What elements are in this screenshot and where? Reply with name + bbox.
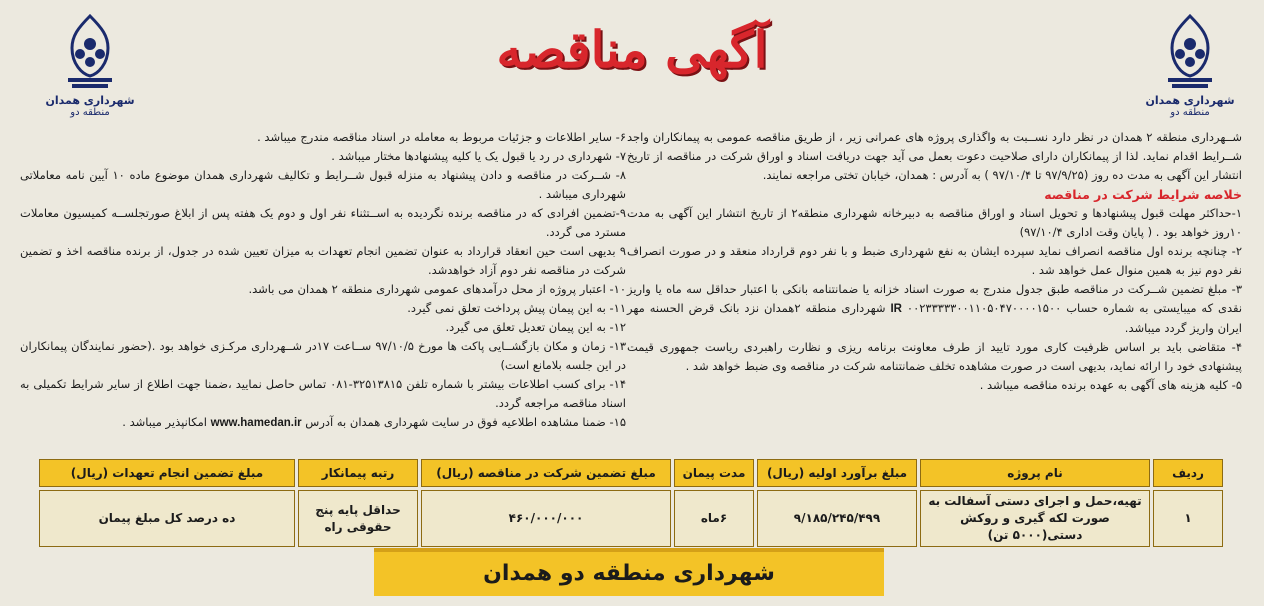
condition-item: ۱-حداکثر مهلت قبول پیشنهادها و تحویل اسناد و اوراق مناقصه به دبیرخانه شهرداری منطقه۲ از تاریخ انتشار این آگهی به مدت ۱۰روز خواهد بود . ( پایان وقت اداری ۹۷/۱۰/۴) [627,206,1242,239]
table-cell-contractor-grade: حداقل پایه پنج حقوقی راه [298,490,418,547]
logo-right-name: شهرداری همدان [1145,94,1235,107]
logo-right-sub: منطقه دو [1170,107,1210,118]
table-header-cell: مبلغ تضمین انجام تعهدات (ریال) [39,459,295,487]
table-cell-project-name: تهیه،حمل و اجرای دستی آسفالت به صورت لکه گیری و روکش دستی(۵۰۰۰ تن) [920,490,1150,547]
condition-item: ۱۳- زمان و مکان بازگشــایی پاکت ها مورخ ۹۷/۱۰/۵ ســاعت ۱۷در شــهرداری مرکـزی خواهد بود .(حضور نمایندگان پیمانکاران در این جلسه بلامانع است) [20,339,627,372]
condition-item: ۵- کلیه هزینه های آگهی به عهده برنده مناقصه میباشد . [979,378,1242,392]
intro-paragraph: شــهرداری منطقه ۲ همدان در نظر دارد نســبت به واگذاری پروژه های عمرانی زیر ، از طریق مناقصه عمومی به پیمانکاران واجد شــرایط اقدام نماید. لذا از پیمانکاران دارای صلاحیت دعوت بعمل می آید جهت دریافت اسناد و اوراق شرکت در مناقصه از تاریخ انتشار این آگهی به مدت ده روز (۹۷/۹/۲۵ تا ۹۷/۱۰/۴ ) به آدرس : همدان، خیابان تختی مراجعه نمایند. [627,130,1243,182]
page-title: آگهی مناقصه [496,20,768,79]
table-header-cell: نام پروژه [920,459,1150,487]
condition-item: ۱۴- برای کسب اطلاعات بیشتر با شماره تلفن ۳۲۵۱۳۸۱۵-۰۸۱ تماس حاصل نمایید ،ضمنا جهت اطلاع از سایر شرایط تکمیلی به اسناد مناقصه مراجعه گردد. [20,377,626,410]
condition-item: ۷- شهرداری در رد یا قبول یک یا کلیه پیشنهادها مختار میباشد . [331,149,626,163]
logo-left-name: شهرداری همدان [45,94,135,107]
condition-item [20,413,626,433]
condition-item: ۹-تضمین افرادی که در مناقصه برنده نگردیده به اســتثناء نفر اول و دوم یک هفته پس از ابلاغ صورتجلســه کمیسیون معاملات مسترد می گردد. [20,206,626,239]
condition-item: ۱۰- اعتبار پروژه از محل درآمدهای عمومی شهرداری منطقه ۲ همدان می باشد. [248,282,626,296]
table-row [39,490,1223,547]
condition-item: ۱۲- به این پیمان تعدیل تعلق می گیرد. [445,320,626,334]
table-cell-bid-guarantee: ۴۶۰/۰۰۰/۰۰۰ [421,490,671,547]
condition-item: ۴- متقاضی باید بر اساس ظرفیت کاری مورد تایید از طرف معاونت برنامه ریزی و نظارت راهبردی ریاست جمهوری قیمت پیشنهادی خود را ارائه نماید، بدیهی است در صورت مشاهده تخلف ضمانتنامه شرکت در مناقصه وی ضبط خواهد شد . [627,340,1242,373]
conditions-heading: خلاصه شرایط شرکت در مناقصه [1044,187,1242,202]
item-15-tail: امکانپذیر میباشد . [122,415,208,429]
condition-item: ۱۱- به این پیمان پیش پرداخت تعلق نمی گیرد. [407,301,626,315]
table-header-row [39,459,1223,487]
footer-banner: شهرداری منطقه دو همدان [374,548,884,596]
table-header-cell: رتبه پیمانکار [298,459,418,487]
tender-table [36,456,1226,550]
table-header-cell: مبلغ برآورد اولیه (ریال) [757,459,917,487]
right-column [627,128,1242,395]
table-cell-estimate: ۹/۱۸۵/۲۴۵/۴۹۹ [757,490,917,547]
condition-3-tail: شهرداری منطقه ۲همدان نزد بانک قرض الحسنه مهر ایران واریز گردد میباشد. [627,301,1242,335]
condition-item: ۸- شــرکت در مناقصه و دادن پیشنهاد به منزله قبول شــرایط و تکالیف شهرداری همدان موضوع ماده ۱۰ آیین نامه معاملاتی شهرداری میباشد . [20,168,626,201]
logo-left-sub: منطقه دو [70,107,110,118]
condition-item [627,280,1242,338]
condition-item: ۲- چنانچه برنده اول مناقصه انصراف نماید سپرده ایشان به نفع شهرداری ضبط و با نفر دوم قرارداد منعقد و در صورت انصراف نفر دوم نیز به همین منوال عمل خواهد شد . [627,244,1242,277]
table-header-cell: مبلغ تضمین شرکت در مناقصه (ریال) [421,459,671,487]
condition-item: ۶- سایر اطلاعات و جزئیات مربوط به معامله در اسناد مناقصه مندرج میباشد . [257,130,626,144]
website-link[interactable]: www.hamedan.ir [210,417,302,429]
table-cell-performance-guarantee: ده درصد کل مبلغ پیمان [39,490,295,547]
table-header-cell: مدت پیمان [674,459,754,487]
iban-prefix: IR [890,303,902,315]
table-cell-row-number: ۱ [1153,490,1223,547]
table-cell-duration: ۶ماه [674,490,754,547]
left-column [20,128,626,433]
table-header-cell: ردیف [1153,459,1223,487]
condition-item: ۹ بدیهی است حین انعقاد قرارداد به عنوان تضمین انجام تعهدات به میزان تعیین شده در جدول، از برنده مناقصه اخذ و تضمین شرکت در مناقصه نفر دوم آزاد خواهدشد. [20,244,626,277]
condition-3-text: ۳- مبلغ تضمین شــرکت در مناقصه طبق جدول مندرج به صورت اسناد خزانه یا ضمانتنامه بانکی با اعتبار حداقل سه ماه یا واریز نقدی که میبایستی به شماره حساب ۰۰۲۳۳۳۳۳۰۰۱۱۰۵۰۴۷۰۰۰۰۱۵۰۰ [627,282,1243,315]
item-15-text: ۱۵- ضمنا مشاهده اطلاعیه فوق در سایت شهرداری همدان به آدرس [305,415,626,429]
